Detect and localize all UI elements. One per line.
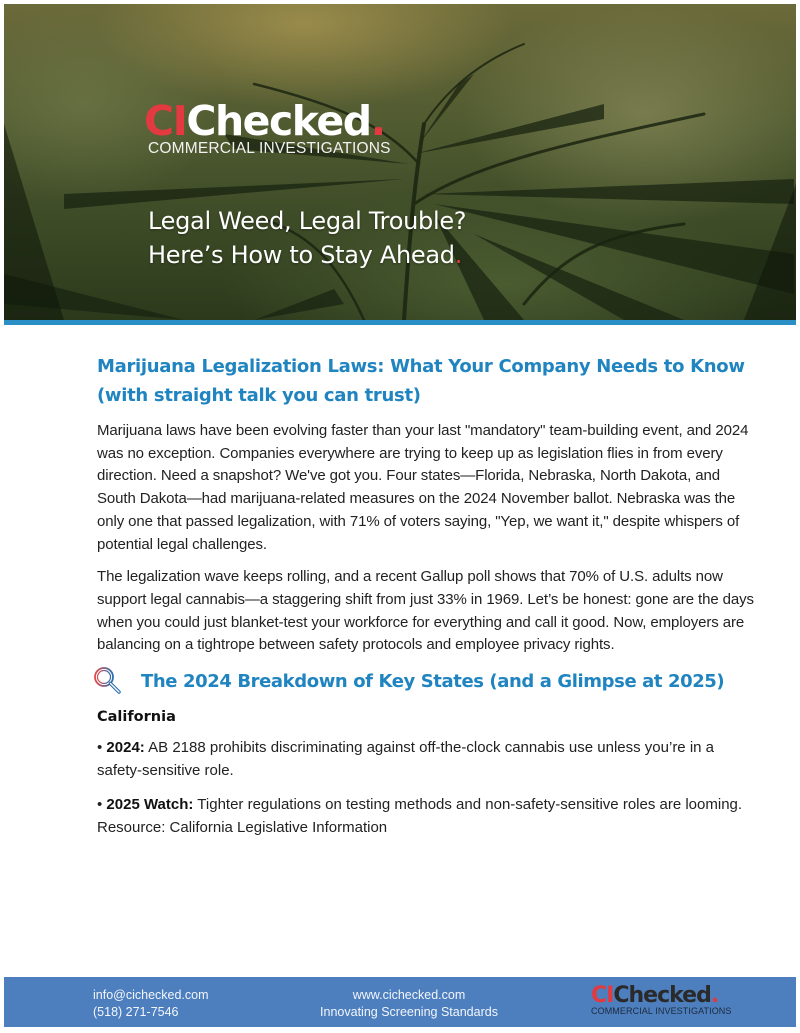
hero-title-dot: .	[454, 241, 463, 269]
section-heading: The 2024 Breakdown of Key States (and a Glimpse at 2025)	[141, 670, 725, 692]
hero-banner	[4, 4, 796, 320]
logo-ci: CI	[144, 97, 187, 145]
hero-title-line1: Legal Weed, Legal Trouble?	[148, 207, 467, 235]
hero-accent-bar	[4, 320, 796, 325]
bullet-2024: • 2024: AB 2188 prohibits discriminating against off-the-clock cannabis use unless you’re in a safety-sensitive role.	[97, 739, 715, 779]
footer-contact	[93, 987, 209, 1021]
logo-checked: Checked	[186, 97, 371, 145]
resource-link: Resource: California Legislative Information	[97, 819, 388, 837]
footer-email[interactable]: info@cichecked.com	[93, 988, 209, 1002]
magnifier-icon	[91, 665, 123, 697]
footer-web	[304, 987, 514, 1021]
footer-logo-ci: CI	[591, 983, 614, 1008]
footer-logo-subtitle: COMMERCIAL INVESTIGATIONS	[591, 1006, 732, 1016]
hero-logo	[144, 99, 391, 158]
intro-paragraph: Marijuana laws have been evolving faster than your last "mandatory" team-building event, and 2024 was no exception. Companies everywhere are trying to keep up as legislation flies in from every direction. Need a snapshot? We've got you. Four states—Florida, Nebraska, North Dakota, and South Dakota—had marijuana-related measures on the 2024 November ballot. Nebraska was the only one that passed legalization, with 71% of voters saying, "Yep, we want it," despite whispers of potential legal challenges.	[97, 422, 749, 553]
bullet-text: Tighter regulations on testing methods and non-safety-sensitive roles are looming.	[193, 796, 743, 814]
footer-phone[interactable]: (518) 271-7546	[93, 1005, 179, 1019]
article-heading: Marijuana Legalization Laws: What Your Company Needs to Know (with straight talk you can trust)	[97, 356, 745, 406]
bullet-text: AB 2188 prohibits discriminating against off-the-clock cannabis use unless you’re in a safety-sensitive role.	[97, 739, 715, 779]
bullet-label: 2024:	[106, 739, 145, 757]
bullet-label: 2025 Watch:	[106, 796, 194, 814]
legalization-paragraph: The legalization wave keeps rolling, and a recent Gallup poll shows that 70% of U.S. adults now support legal cannabis—a staggering shift from just 33% in 1969. Let’s be honest: gone are the days when you could just blanket-test your workforce for everything and call it good. Now, employers are balancing on a tightrope between safety protocols and employee privacy rights.	[97, 568, 754, 654]
hero-title-line2-wrap	[148, 238, 466, 272]
footer-bar	[4, 977, 796, 1027]
logo-dot: .	[370, 97, 385, 145]
footer-logo-checked: Checked	[613, 983, 711, 1008]
hero-title-line2: Here’s How to Stay Ahead	[148, 241, 455, 269]
cannabis-leaves-image	[4, 4, 796, 320]
hero-title	[148, 204, 466, 272]
bullet-2025-watch: • 2025 Watch: Tighter regulations on testing methods and non-safety-sensitive roles are looming. Resource: California Legislative Information	[97, 796, 743, 837]
state-name: California	[97, 709, 176, 726]
logo-subtitle: COMMERCIAL INVESTIGATIONS	[148, 140, 391, 157]
footer-logo-dot: .	[710, 983, 719, 1008]
footer-logo	[591, 985, 732, 1016]
footer-tagline: Innovating Screening Standards	[320, 1005, 498, 1019]
footer-website[interactable]: www.cichecked.com	[352, 988, 466, 1002]
article-body	[97, 352, 757, 840]
section-heading-row	[91, 665, 757, 697]
